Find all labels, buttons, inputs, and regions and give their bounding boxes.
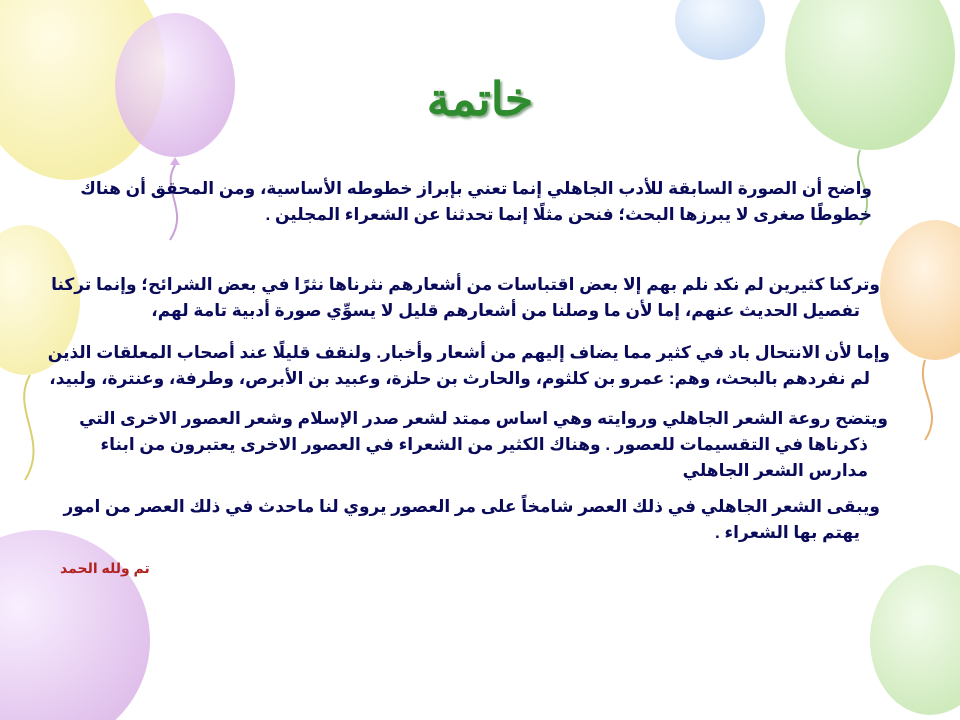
balloon-green-small-icon — [870, 565, 960, 715]
paragraph-3-line-2: لم نفردهم بالبحث، وهم: عمرو بن كلثوم، والحارث بن حلزة، وعبيد بن الأبرص، وطرفة، وعنترة، ولبيد، — [49, 369, 870, 388]
slide-title: خاتمة — [426, 74, 534, 125]
paragraph-4-line-1: ويتضح روعة الشعر الجاهلي وروايته وهي اساس ممتد لشعر صدر الإسلام وشعر العصور الاخرى التي — [79, 409, 888, 428]
balloon-purple-large-icon — [0, 530, 150, 720]
closing-text: تم ولله الحمد — [60, 560, 150, 576]
balloon-blue-icon — [675, 0, 765, 60]
balloon-orange-icon — [880, 220, 960, 440]
paragraph-1 — [80, 176, 872, 228]
paragraph-2 — [51, 272, 880, 324]
paragraph-5-line-1: ويبقى الشعر الجاهلي في ذلك العصر شامخاً على مر العصور يروي لنا ماحدث في ذلك العصر من امور — [63, 497, 880, 516]
paragraph-5 — [63, 494, 880, 546]
paragraph-4 — [79, 406, 888, 484]
paragraph-5-line-2: يهتم بها الشعراء . — [715, 523, 860, 542]
paragraph-3 — [47, 340, 890, 392]
paragraph-3-line-1: وإما لأن الانتحال باد في كثير مما يضاف إليهم من أشعار وأخبار. ولنقف قليلًا عند أصحاب المعلقات الذين — [47, 343, 890, 362]
paragraph-4-line-3: مدارس الشعر الجاهلي — [682, 461, 868, 480]
paragraph-4-line-2: ذكرناها في التقسيمات للعصور . وهناك الكثير من الشعراء في العصور الاخرى يعتبرون من ابناء — [100, 435, 868, 454]
paragraph-2-line-1: وتركنا كثيرين لم نكد نلم بهم إلا بعض اقتباسات من أشعارهم نثرناها نثرًا في بعض الشرائح؛ وإنما تركنا — [51, 275, 880, 294]
paragraph-2-line-2: تفصيل الحديث عنهم، إما لأن ما وصلنا من أشعارهم قليل لا يسوِّي صورة أدبية تامة لهم، — [151, 301, 860, 320]
paragraph-1-line-1: واضح أن الصورة السابقة للأدب الجاهلي إنما تعني بإبراز خطوطه الأساسية، ومن المحقق أن هناك — [80, 179, 872, 198]
paragraph-1-line-2: خطوطًا صغرى لا يبرزها البحث؛ فنحن مثلًا إنما تحدثنا عن الشعراء المجلين . — [265, 205, 872, 224]
